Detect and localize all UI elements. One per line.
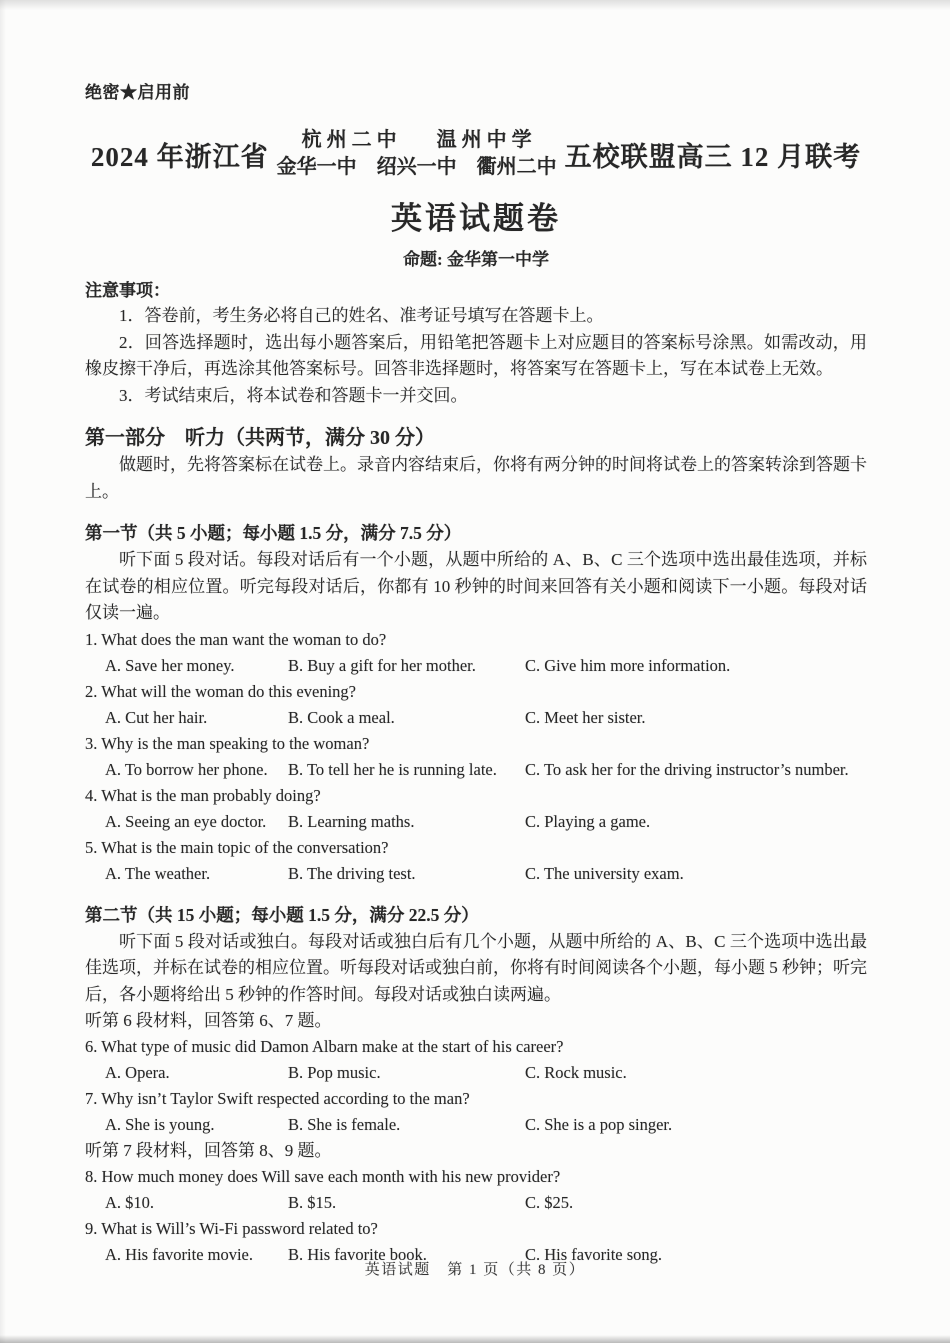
question-1-text: 1. What does the man want the woman to do? xyxy=(85,629,387,649)
question-8 xyxy=(85,1164,867,1216)
option-5-c: C. The university exam. xyxy=(525,863,684,883)
question-3-options xyxy=(85,757,867,783)
question-6-text: 6. What type of music did Damon Albarn make at the start of his career? xyxy=(85,1037,564,1056)
question-3-text: 3. Why is the man speaking to the woman? xyxy=(85,733,370,753)
section2-heading: 第二节（共 15 小题；每小题 1.5 分，满分 22.5 分） xyxy=(85,904,479,925)
option-6-c: C. Rock music. xyxy=(525,1063,627,1082)
question-2-text: 2. What will the woman do this evening? xyxy=(85,681,356,701)
question-4-text: 4. What is the man probably doing? xyxy=(85,785,321,805)
option-4-c: C. Playing a game. xyxy=(525,811,651,831)
option-5-b: B. The driving test. xyxy=(288,863,416,883)
subject-title: 英语试题卷 xyxy=(391,201,561,236)
notice-item-1: 1．答卷前，考生务必将自己的姓名、准考证号填写在答题卡上。 xyxy=(119,306,604,325)
exam-title-row xyxy=(85,127,867,181)
option-3-b: B. To tell her he is running late. xyxy=(288,759,497,779)
option-8-c: C. $25. xyxy=(525,1193,574,1212)
question-9-text: 9. What is Will’s Wi-Fi password related to? xyxy=(85,1219,378,1238)
title-suffix: 五校联盟高三 12 月联考 xyxy=(564,141,862,172)
proposer-line: 命题: 金华第一中学 xyxy=(403,250,549,269)
option-9-c: C. His favorite song. xyxy=(525,1245,663,1264)
scan-edge-bottom xyxy=(0,1335,950,1343)
question-5-options xyxy=(85,861,867,887)
part1-instructions: 做题时，先将答案标在试卷上。录音内容结束后，你将有两分钟的时间将试卷上的答案转涂到答题卡上。 xyxy=(85,455,867,501)
section1-heading: 第一节（共 5 小题；每小题 1.5 分，满分 7.5 分） xyxy=(85,523,462,543)
option-2-b: B. Cook a meal. xyxy=(288,707,395,727)
option-1-c: C. Give him more information. xyxy=(525,655,731,675)
option-3-c: C. To ask her for the driving instructor’s number. xyxy=(525,759,849,779)
option-8-b: B. $15. xyxy=(288,1193,337,1212)
option-6-b: B. Pop music. xyxy=(288,1063,381,1082)
question-2-options xyxy=(85,705,867,731)
section1-instructions: 听下面 5 段对话。每段对话后有一个小题，从题中所给的 A、B、C 三个选项中选出最佳选项，并标在试卷的相应位置。听完每段对话后，你都有 10 秒钟的时间来回答有关小题和阅读下一小题。每段对话仅读一遍。 xyxy=(85,550,867,622)
option-9-b: B. His favorite book. xyxy=(288,1245,427,1264)
option-8-a: A. $10. xyxy=(105,1193,155,1212)
part1-heading: 第一部分 听力（共两节，满分 30 分） xyxy=(85,427,435,449)
option-2-c: C. Meet her sister. xyxy=(525,707,646,727)
page-footer: 英语试题 第 1 页（共 8 页） xyxy=(364,1262,586,1278)
material-6-note: 听第 6 段材料，回答第 6、7 题。 xyxy=(85,1011,332,1030)
question-3 xyxy=(85,731,867,783)
option-4-b: B. Learning maths. xyxy=(288,811,415,831)
schools-row-1: 杭 州 二 中 温 州 中 学 xyxy=(301,129,532,151)
schools-row-2: 金华一中 绍兴一中 衢州二中 xyxy=(276,156,557,178)
question-4-options xyxy=(85,809,867,835)
question-1-options xyxy=(85,653,867,679)
option-3-a: A. To borrow her phone. xyxy=(105,759,268,779)
question-8-options xyxy=(85,1190,867,1216)
option-1-b: B. Buy a gift for her mother. xyxy=(288,655,476,675)
question-4 xyxy=(85,783,867,835)
question-8-text: 8. How much money does Will save each month with his new provider? xyxy=(85,1167,561,1186)
option-5-a: A. The weather. xyxy=(105,863,211,883)
option-2-a: A. Cut her hair. xyxy=(105,707,208,727)
question-6-options xyxy=(85,1060,867,1086)
question-5 xyxy=(85,835,867,887)
question-6 xyxy=(85,1034,867,1086)
question-5-text: 5. What is the main topic of the conversation? xyxy=(85,837,389,857)
option-7-b: B. She is female. xyxy=(288,1115,401,1134)
material-7-note: 听第 7 段材料，回答第 8、9 题。 xyxy=(85,1141,332,1160)
question-1 xyxy=(85,627,867,679)
page-content xyxy=(85,0,867,1268)
option-6-a: A. Opera. xyxy=(105,1063,170,1082)
schools-stack xyxy=(277,127,557,181)
scan-edge-left xyxy=(0,0,6,1343)
notice-heading: 注意事项： xyxy=(85,281,170,300)
option-4-a: A. Seeing an eye doctor. xyxy=(105,811,267,831)
section2-instructions: 听下面 5 段对话或独白。每段对话或独白后有几个小题，从题中所给的 A、B、C 三个选项中选出最佳选项，并标在试卷的相应位置。听每段对话或独白前，你将有时间阅读各个小题，每小题 5 秒钟；听完后，各小题将给出 5 秒钟的作答时间。每段对话或独白读两遍。 xyxy=(85,931,867,1004)
question-7-options xyxy=(85,1112,867,1138)
option-1-a: A. Save her money. xyxy=(105,655,235,675)
title-prefix: 2024 年浙江省 xyxy=(90,141,269,172)
question-7 xyxy=(85,1086,867,1138)
option-7-a: A. She is young. xyxy=(105,1115,215,1134)
option-9-a: A. His favorite movie. xyxy=(105,1245,254,1264)
notice-item-2: 2．回答选择题时，选出每小题答案后，用铅笔把答题卡上对应题目的答案标号涂黑。如需改动，用橡皮擦干净后，再选涂其他答案标号。回答非选择题时，将答案写在答题卡上，写在本试卷上无效。 xyxy=(85,332,867,378)
notice-item-3: 3．考试结束后，将本试卷和答题卡一并交回。 xyxy=(119,385,468,405)
question-7-text: 7. Why isn’t Taylor Swift respected according to the man? xyxy=(85,1089,470,1108)
option-7-c: C. She is a pop singer. xyxy=(525,1115,673,1134)
classification-banner: 绝密★启用前 xyxy=(85,83,190,102)
question-2 xyxy=(85,679,867,731)
